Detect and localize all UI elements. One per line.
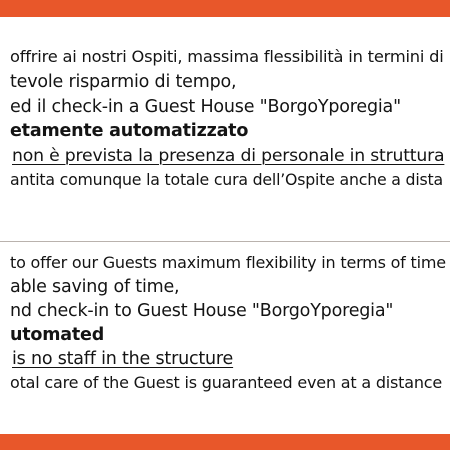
italian-line-4-bold: etamente automatizzato [10, 121, 249, 141]
english-line-2: able saving of time, [10, 277, 180, 297]
italian-line-5-underlined: non è prevista la presenza di personale in struttura [12, 146, 445, 166]
english-line-1: to offer our Guests maximum flexibility in terms of time [10, 253, 446, 272]
bottom-accent-bar [0, 434, 450, 450]
english-line-4-bold: utomated [10, 325, 105, 345]
italian-line-1: offrire ai nostri Ospiti, massima flessibilità in termini di [10, 47, 444, 66]
section-divider [0, 241, 450, 242]
italian-line-6: antita comunque la totale cura dell’Ospite anche a dista [10, 170, 443, 189]
italian-line-3: ed il check-in a Guest House "BorgoYporegia" [10, 97, 401, 117]
top-accent-bar [0, 0, 450, 17]
english-line-6: otal care of the Guest is guaranteed even at a distance [10, 373, 443, 392]
italian-line-2: tevole risparmio di tempo, [10, 72, 237, 92]
english-line-3: nd check-in to Guest House "BorgoYporegia" [10, 301, 394, 321]
english-line-5-underlined: is no staff in the structure [12, 349, 234, 369]
